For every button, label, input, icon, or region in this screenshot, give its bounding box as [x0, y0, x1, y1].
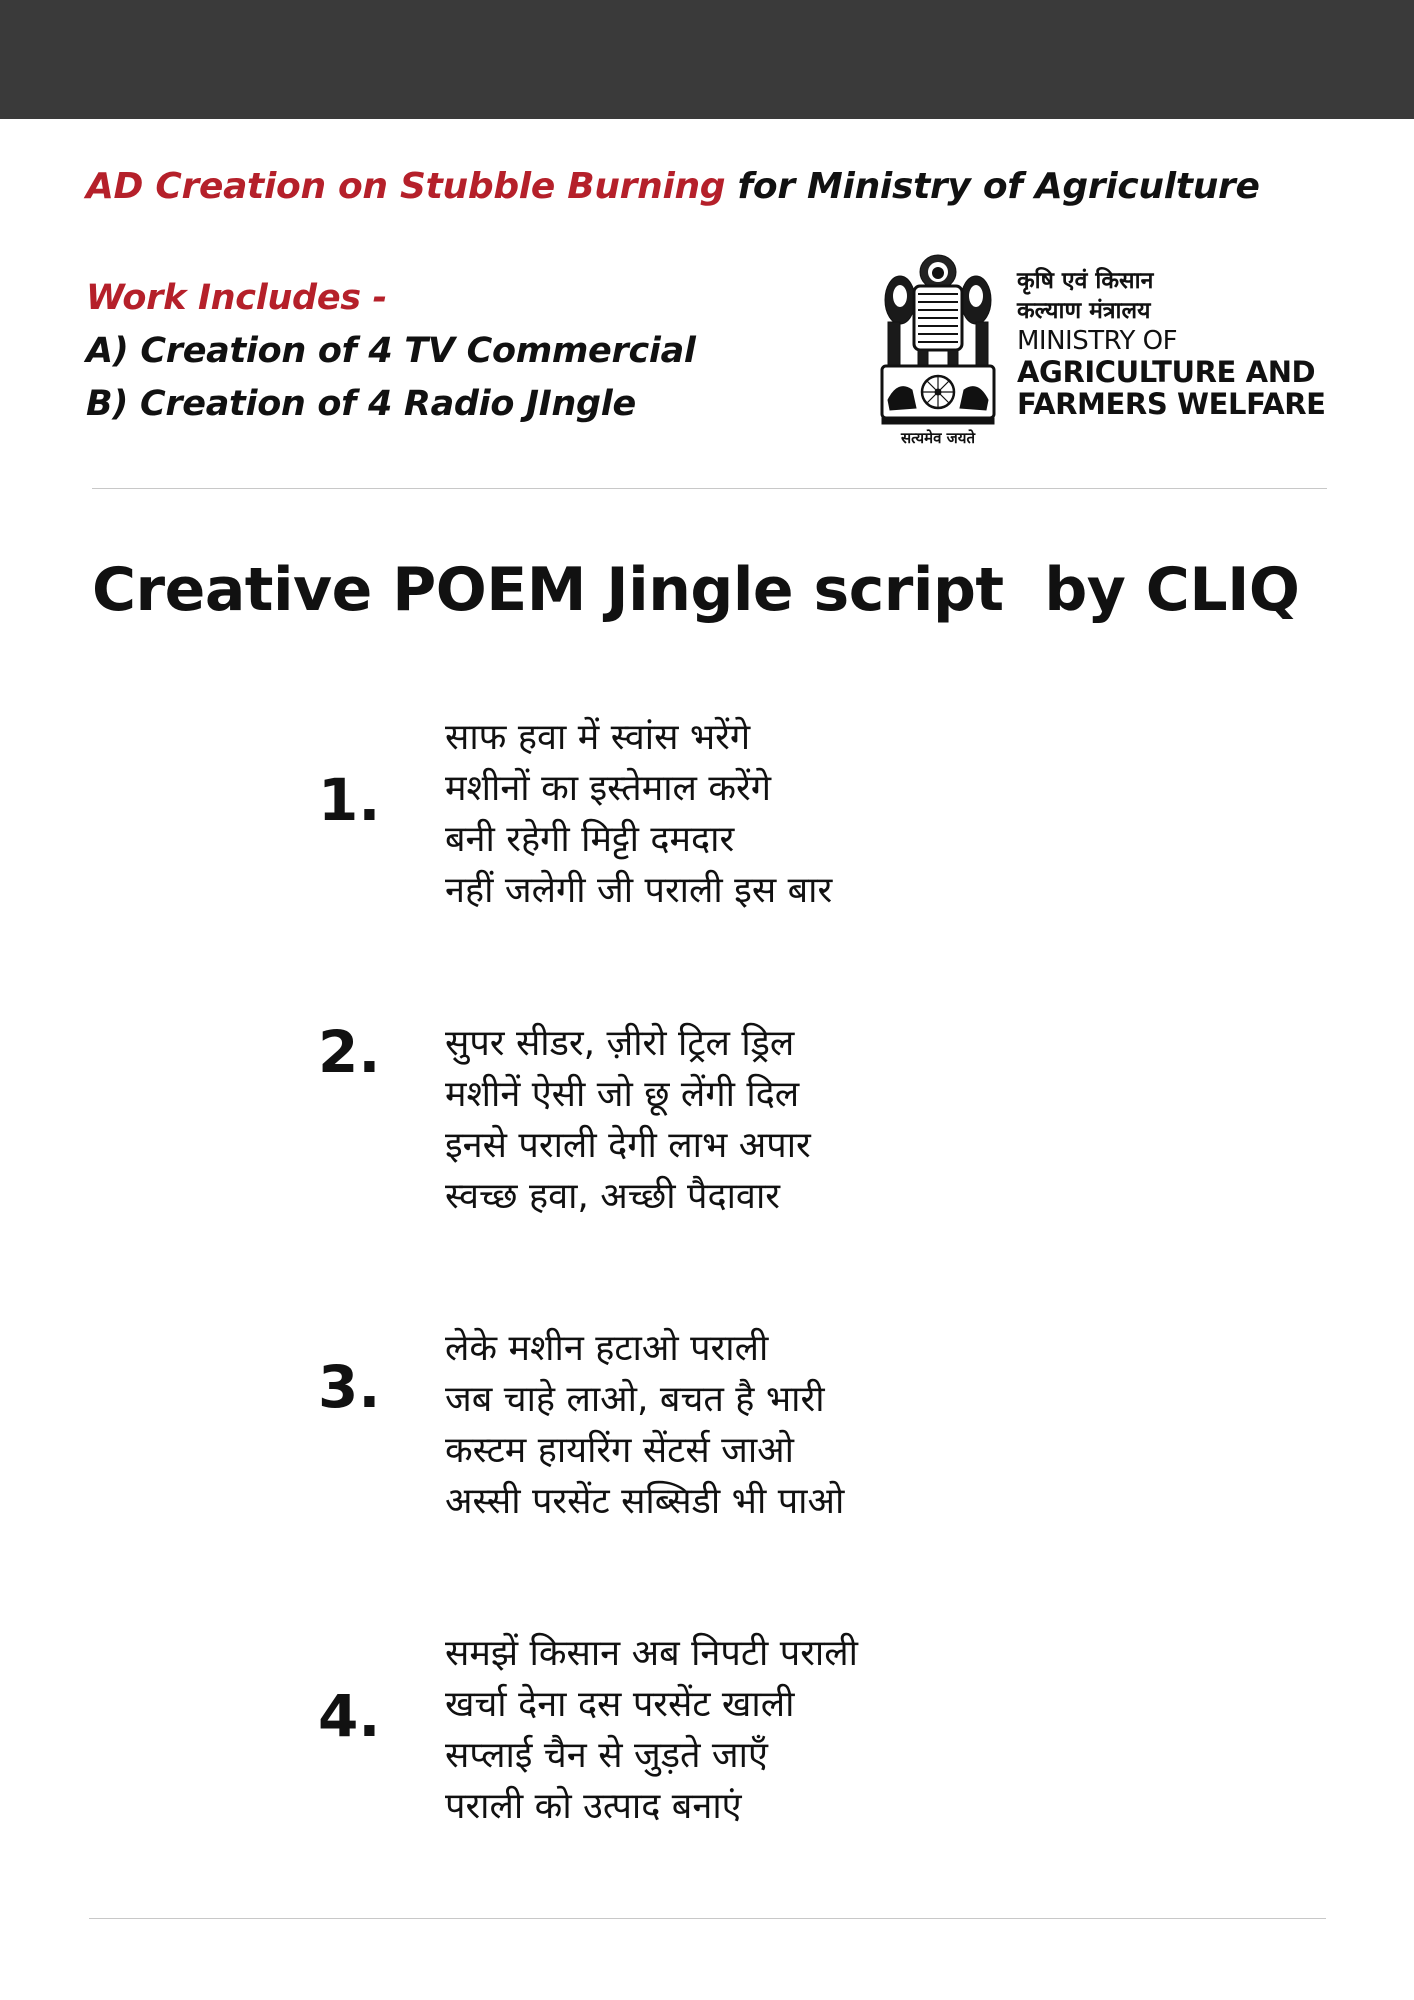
verse-4	[318, 1628, 1018, 1848]
verse-line: स्वच्छ हवा, अच्छी पैदावार	[445, 1176, 780, 1217]
verse-line: नहीं जलेगी जी पराली इस बार	[445, 870, 833, 911]
verse-line: साफ हवा में स्वांस भरेंगे	[445, 717, 751, 758]
verse-3	[318, 1323, 1018, 1543]
verse-line: समझें किसान अब निपटी पराली	[445, 1633, 858, 1674]
ministry-hindi-line-2: कल्याण मंत्रालय	[1017, 298, 1151, 324]
verse-1	[318, 712, 1018, 932]
verse-line: मशीनें ऐसी जो छू लेंगी दिल	[445, 1074, 800, 1115]
verse-line: अस्सी परसेंट सब्सिडी भी पाओ	[445, 1481, 845, 1522]
verse-lines	[445, 1628, 858, 1832]
work-includes	[86, 272, 696, 431]
ministry-logo-text	[1017, 266, 1326, 420]
verse-line: खर्चा देना दस परसेंट खाली	[445, 1684, 795, 1725]
verse-line: बनी रहेगी मिट्टी दमदार	[445, 819, 735, 860]
verse-line: मशीनों का इस्तेमाल करेंगे	[445, 768, 772, 809]
verse-number: 2.	[318, 1018, 381, 1086]
verse-lines	[445, 1323, 844, 1527]
verse-lines	[445, 712, 832, 916]
work-item-tv: A) Creation of 4 TV Commercial	[86, 331, 696, 371]
ministry-of: MINISTRY OF	[1017, 326, 1178, 356]
verse-number: 3.	[318, 1353, 381, 1421]
emblem-motto: सत्यमेव जयते	[900, 429, 976, 447]
verse-line: कस्टम हायरिंग सेंटर्स जाओ	[445, 1430, 794, 1471]
page-title: Creative POEM Jingle script by CLIQ	[92, 555, 1300, 625]
verse-line: पराली को उत्पाद बनाएं	[445, 1786, 742, 1827]
work-item-radio: B) Creation of 4 Radio JIngle	[86, 384, 636, 424]
divider	[92, 488, 1327, 489]
ministry-name-line-2: FARMERS WELFARE	[1017, 387, 1326, 421]
headline-rest: for Ministry of Agriculture	[725, 166, 1260, 207]
headline-accent: AD Creation on Stubble Burning	[86, 166, 726, 207]
divider	[89, 1918, 1326, 1919]
ministry-hindi-line-1: कृषि एवं किसान	[1017, 268, 1154, 294]
national-emblem-icon	[878, 250, 998, 450]
verse-line: इनसे पराली देगी लाभ अपार	[445, 1125, 811, 1166]
verse-number: 1.	[318, 766, 381, 834]
verse-line: सुपर सीडर, ज़ीरो ट्रिल ड्रिल	[445, 1023, 795, 1064]
verse-number: 4.	[318, 1682, 381, 1750]
verse-2	[318, 1018, 1018, 1238]
top-banner	[0, 0, 1414, 119]
verse-lines	[445, 1018, 811, 1222]
ministry-name-line-1: AGRICULTURE AND	[1017, 355, 1316, 389]
work-heading: Work Includes -	[86, 278, 387, 318]
headline	[86, 166, 1260, 207]
verse-line: लेके मशीन हटाओ पराली	[445, 1328, 769, 1369]
verse-line: जब चाहे लाओ, बचत है भारी	[445, 1379, 825, 1420]
verse-line: सप्लाई चैन से जुड़ते जाएँ	[445, 1735, 768, 1776]
